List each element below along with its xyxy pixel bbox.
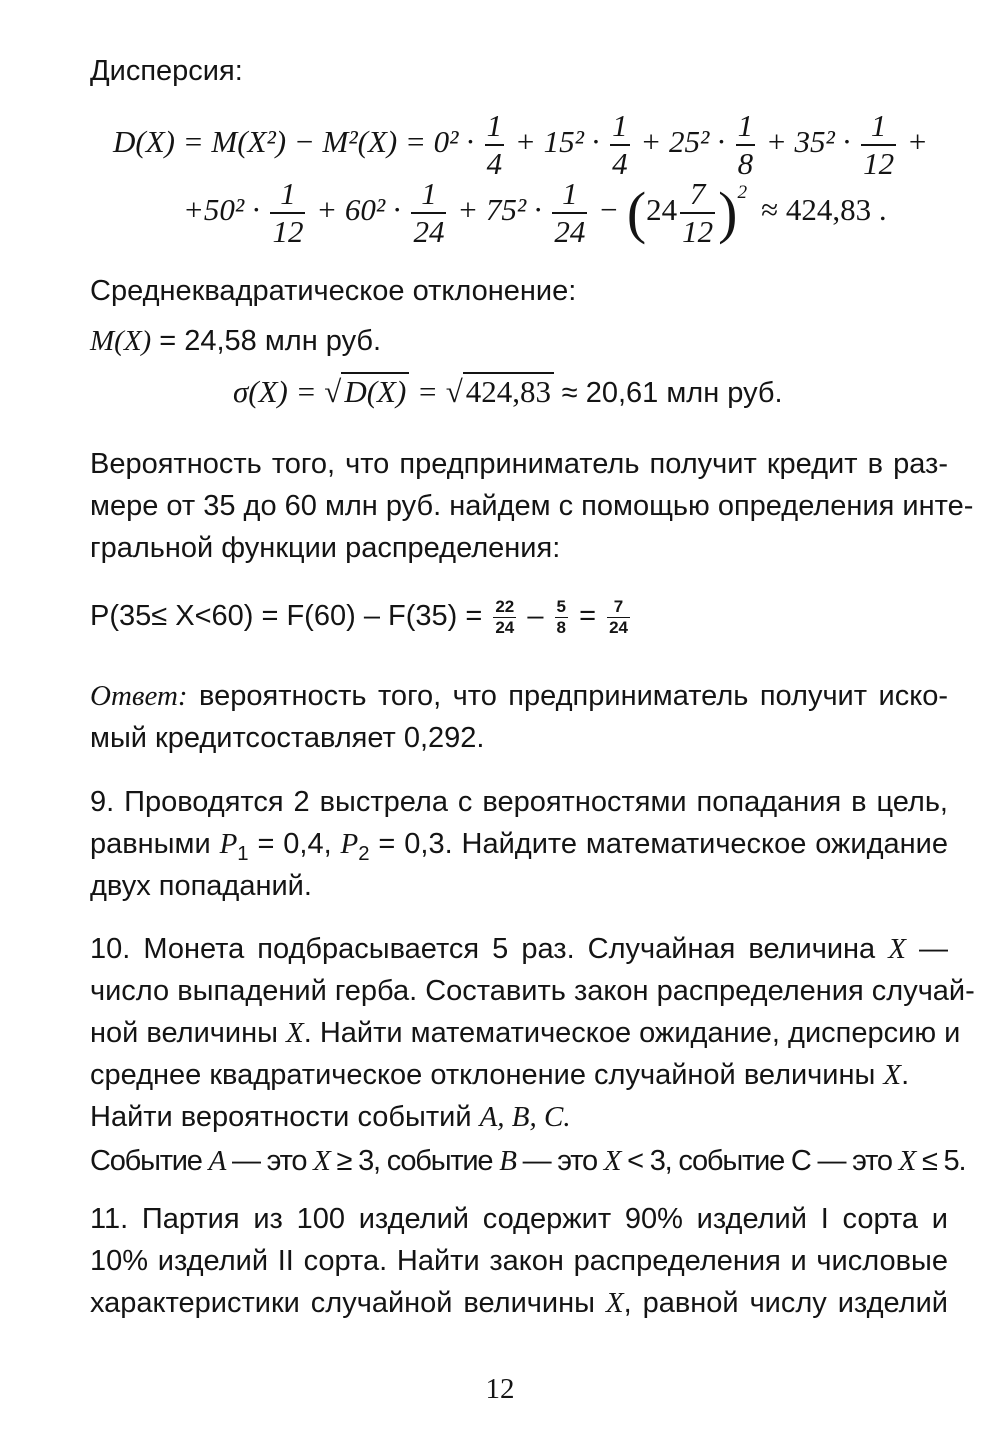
task11-text-3a: характеристики случайной величины — [90, 1287, 606, 1319]
task11-line-3 — [90, 1284, 948, 1322]
dispersion-equation-line1 — [113, 108, 928, 181]
eq-minus: − — [598, 191, 620, 227]
event-a: A — [208, 1145, 226, 1177]
task10-text-6a: Событие — [90, 1145, 209, 1177]
answer-line-1 — [90, 677, 948, 715]
dispersion-heading: Дисперсия: — [90, 55, 243, 87]
dispersion-result: ≈ 424,83 . — [761, 191, 887, 227]
task9-text-a: равными — [90, 828, 220, 860]
sigma-lhs: σ(X) = √ — [233, 374, 342, 409]
task10-text-6e: < 3, событие С — это — [620, 1145, 899, 1177]
task11-text-3b: , равной числу изделий — [623, 1287, 948, 1319]
mean-whole: 24 — [646, 191, 678, 227]
square-exponent: 2 — [737, 181, 748, 203]
fraction-7-12: $\frac{7}{12}$ — [682, 176, 714, 249]
eq-plus-75: + 75² · — [457, 191, 542, 227]
task10-x-4: X — [883, 1059, 902, 1091]
task10-x-1: X — [888, 933, 906, 965]
prob-line-2: мере от 35 до 60 млн руб. найдем с помощью определения инте- — [90, 490, 974, 522]
task10-x-6a: X — [313, 1145, 330, 1177]
answer-label: Ответ: — [90, 680, 188, 712]
task10-text-6d: — это — [515, 1145, 604, 1177]
prob-line-3: гральной функции распределения: — [90, 532, 561, 564]
task10-line-4 — [90, 1056, 909, 1094]
event-b: B — [499, 1145, 516, 1177]
p2-symbol: P — [340, 828, 359, 860]
right-paren: ) — [718, 180, 738, 246]
task10-line-1 — [90, 930, 948, 968]
fraction-1-4-b: $\frac{1}{4}$ — [612, 108, 628, 181]
task10-text-1a: 10. Монета подбрасывается 5 раз. Случайная величина — [90, 933, 889, 965]
task10-line-6 — [90, 1142, 965, 1180]
answer-line-2: мый кредитсоставляет 0,292. — [90, 722, 485, 754]
eq-plus-35: + 35² · — [765, 123, 851, 159]
task10-text-1b: — — [905, 933, 948, 965]
p2-sub: 2 — [358, 842, 370, 865]
task9-line-1: 9. Проводятся 2 выстрела с вероятностями попадания в цель, — [90, 786, 948, 818]
sigma-radicand-1: D(X) — [341, 372, 409, 409]
task10-text-3b: . Найти математическое ожидание, дисперсию и — [303, 1017, 961, 1049]
task11-line-1: 11. Партия из 100 изделий содержит 90% изделий I сорта и — [90, 1203, 948, 1235]
task10-text-4a: среднее квадратическое отклонение случайной величины — [90, 1059, 884, 1091]
task10-text-6f: ≤ 5. — [915, 1145, 966, 1177]
mean-line — [90, 322, 381, 360]
sigma-radicand-2: 424,83 — [463, 372, 554, 409]
page-number: 12 — [485, 1373, 515, 1405]
task10-line-3 — [90, 1014, 961, 1052]
prob-equation — [90, 597, 633, 637]
sigma-equation — [233, 374, 783, 410]
sigma-mid: = √ — [409, 374, 463, 409]
fraction-1-12-b: $\frac{1}{12}$ — [272, 176, 304, 249]
eq-lhs: D(X) = M(X²) − M²(X) = 0² · — [113, 123, 474, 159]
fraction-1-4: $\frac{1}{4}$ — [486, 108, 503, 181]
task10-x-6c: X — [898, 1145, 916, 1177]
task10-text-6b: — это — [225, 1145, 314, 1177]
fraction-5-8: $\frac{5}{8}$ — [556, 597, 566, 637]
fraction-1-8: $\frac{1}{8}$ — [737, 108, 754, 181]
task10-line-5 — [90, 1098, 571, 1136]
task10-x-3: X — [286, 1017, 304, 1049]
task10-events: A, B, C. — [479, 1101, 571, 1133]
p1-value: = 0,4, — [248, 828, 341, 860]
task10-x-6b: X — [603, 1145, 621, 1177]
mean-value: = 24,58 млн руб. — [151, 325, 382, 357]
task10-text-3a: ной величины — [90, 1017, 286, 1049]
prob-minus: – — [527, 600, 544, 632]
task10-text-6c: ≥ 3, событие — [329, 1145, 500, 1177]
p1-symbol: P — [219, 828, 238, 860]
dispersion-equation-line2 — [183, 176, 887, 249]
fraction-1-24: $\frac{1}{24}$ — [413, 176, 445, 249]
eq-trailing-plus: + — [906, 123, 928, 159]
task9-text-b: = 0,3. Найдите математическое ожидание — [369, 828, 949, 860]
sd-heading: Среднеквадратическое отклонение: — [90, 275, 577, 307]
left-paren: ( — [626, 180, 647, 246]
fraction-7-24: $\frac{7}{24}$ — [609, 597, 628, 637]
fraction-1-24-b: $\frac{1}{24}$ — [554, 176, 586, 249]
mean-symbol: M(X) — [90, 325, 152, 357]
p1-sub: 1 — [237, 842, 249, 865]
sigma-result: ≈ 20,61 млн руб. — [561, 377, 783, 409]
eq-plus-50: +50² · — [183, 191, 260, 227]
prob-line-1: Вероятность того, что предприниматель получит кредит в раз- — [90, 448, 948, 480]
answer-text: вероятность того, что предприниматель получит иско- — [187, 680, 948, 712]
task9-line-2 — [90, 825, 948, 873]
prob-lhs: P(35≤ X<60) = F(60) – F(35) = — [90, 600, 483, 632]
task11-x: X — [605, 1287, 624, 1319]
eq-plus-25: + 25² · — [640, 123, 725, 159]
task9-line-3: двух попаданий. — [90, 870, 312, 902]
eq-plus-60: + 60² · — [316, 191, 401, 227]
task10-text-5a: Найти вероятности событий — [90, 1101, 480, 1133]
task10-text-4b: . — [901, 1059, 910, 1091]
fraction-22-24: $\frac{22}{24}$ — [495, 597, 515, 637]
task10-line-2: число выпадений герба. Составить закон распределения случай- — [90, 975, 975, 1007]
prob-equals: = — [579, 600, 596, 632]
task11-line-2: 10% изделий II сорта. Найти закон распределения и числовые — [90, 1245, 948, 1277]
eq-plus-15: + 15² · — [514, 123, 600, 159]
fraction-1-12: $\frac{1}{12}$ — [863, 108, 895, 181]
